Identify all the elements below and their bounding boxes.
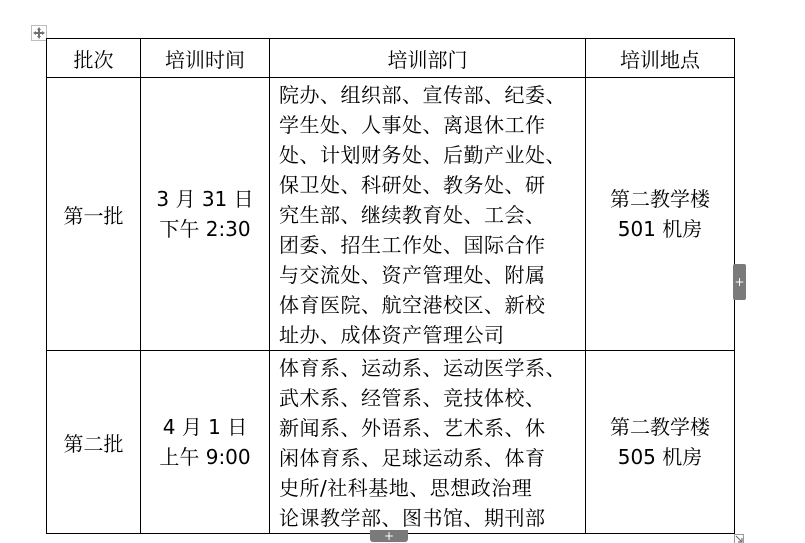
department-line: 论课教学部、图书馆、期刊部	[279, 506, 546, 530]
department-cell[interactable]	[270, 351, 586, 534]
department-line: 究生部、继续教育处、工会、	[279, 203, 546, 227]
time-cell[interactable]	[141, 351, 270, 534]
time-date: 4 月 1 日	[162, 415, 248, 439]
department-line: 与交流处、资产管理处、附属	[279, 263, 546, 287]
department-line: 武术系、经管系、竞技体校、	[279, 386, 546, 410]
header-location[interactable]: 培训地点	[586, 39, 735, 78]
time-hour: 下午 2:30	[159, 217, 251, 241]
location-room: 505 机房	[617, 445, 703, 469]
location-building: 第二教学楼	[610, 187, 710, 211]
department-line: 体育系、运动系、运动医学系、	[279, 356, 566, 380]
header-time[interactable]: 培训时间	[141, 39, 270, 78]
department-line: 史所/社科基地、思想政治理	[279, 476, 533, 500]
table-header-row	[47, 39, 735, 78]
table-row	[47, 78, 735, 351]
insert-column-button[interactable]	[370, 530, 408, 542]
location-cell[interactable]	[586, 351, 735, 534]
plus-icon: +	[383, 529, 395, 543]
department-line: 团委、招生工作处、国际合作	[279, 233, 546, 257]
header-batch[interactable]: 批次	[47, 39, 141, 78]
department-line: 保卫处、科研处、教务处、研	[279, 173, 546, 197]
batch-cell[interactable]: 第一批	[47, 78, 141, 351]
time-date: 3 月 31 日	[156, 187, 254, 211]
time-cell[interactable]	[141, 78, 270, 351]
time-hour: 上午 9:00	[159, 445, 251, 469]
location-room: 501 机房	[617, 217, 703, 241]
department-line: 学生处、人事处、离退休工作	[279, 113, 546, 137]
header-department[interactable]: 培训部门	[270, 39, 586, 78]
department-line: 院办、组织部、宣传部、纪委、	[279, 83, 566, 107]
plus-icon: +	[734, 275, 745, 289]
department-cell[interactable]	[270, 78, 586, 351]
insert-row-button[interactable]	[733, 264, 746, 300]
table-move-handle[interactable]	[31, 25, 47, 41]
department-line: 闲体育系、足球运动系、体育	[279, 446, 546, 470]
batch-cell[interactable]: 第二批	[47, 351, 141, 534]
department-line: 新闻系、外语系、艺术系、休	[279, 416, 546, 440]
training-schedule-table	[46, 38, 735, 534]
department-line: 处、计划财务处、后勤产业处、	[279, 143, 566, 167]
location-building: 第二教学楼	[610, 415, 710, 439]
move-arrows-icon	[31, 25, 47, 41]
department-line: 体育医院、航空港校区、新校	[279, 293, 546, 317]
location-cell[interactable]	[586, 78, 735, 351]
table-row	[47, 351, 735, 534]
resize-corner-icon	[734, 534, 744, 543]
table-resize-handle[interactable]	[734, 529, 744, 539]
department-line: 址办、成体资产管理公司	[279, 323, 505, 347]
